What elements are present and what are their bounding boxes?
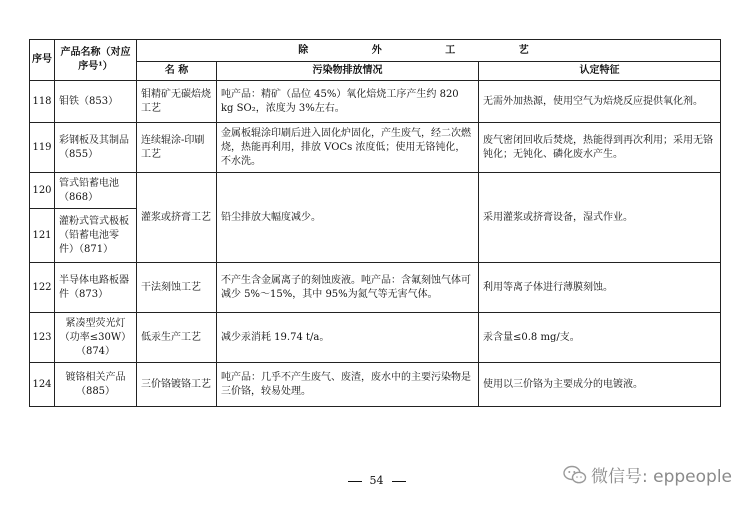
wechat-icon bbox=[563, 465, 587, 485]
pollution-cell: 吨产品：几乎不产生废气、废渣，废水中的主要污染物是三价铬，较易处理。 bbox=[217, 363, 479, 407]
process-group-title: 除 外 工 艺 bbox=[298, 44, 559, 56]
row-number: 121 bbox=[30, 209, 55, 263]
row-number: 122 bbox=[30, 263, 55, 313]
pollution-cell: 吨产品：精矿（品位 45%）氧化焙烧工序产生约 820 kg SO₂，浓度为 3%左右。 bbox=[217, 81, 479, 123]
criteria-cell: 废气密闭回收后焚烧，热能得到再次利用；采用无铬钝化；无钝化、磷化废水产生。 bbox=[479, 123, 721, 173]
product-cell: 镀铬相关产品（885） bbox=[55, 363, 137, 407]
table-row bbox=[30, 81, 721, 123]
criteria-header: 认定特征 bbox=[479, 62, 721, 81]
pollution-cell: 减少汞消耗 19.74 t/a。 bbox=[217, 313, 479, 363]
process-cell: 干法刻蚀工艺 bbox=[137, 263, 217, 313]
table-header-row bbox=[30, 40, 721, 62]
table-row bbox=[30, 173, 721, 209]
process-cell: 连续辊涂-印刷工艺 bbox=[137, 123, 217, 173]
pollution-cell: 金属板辊涂印刷后进入固化炉固化，产生废气，经二次燃烧，热能再利用，排放 VOCs 浓度低；使用无铬钝化，不水洗。 bbox=[217, 123, 479, 173]
table-row bbox=[30, 123, 721, 173]
page-number: 54 bbox=[369, 474, 384, 487]
seq-header: 序号 bbox=[30, 40, 55, 81]
table-row bbox=[30, 313, 721, 363]
product-cell: 管式铅蓄电池（868） bbox=[55, 173, 137, 209]
row-number: 123 bbox=[30, 313, 55, 363]
name-header: 名 称 bbox=[137, 62, 217, 81]
process-table bbox=[29, 39, 721, 407]
pollution-cell: 铅尘排放大幅度减少。 bbox=[217, 173, 479, 263]
product-cell: 钼铁（853） bbox=[55, 81, 137, 123]
wechat-watermark bbox=[563, 462, 732, 487]
process-group-header bbox=[137, 40, 721, 62]
process-cell: 灌浆或挤膏工艺 bbox=[137, 173, 217, 263]
pollution-header: 污染物排放情况 bbox=[217, 62, 479, 81]
table-row bbox=[30, 363, 721, 407]
process-cell: 钼精矿无碳焙烧工艺 bbox=[137, 81, 217, 123]
table-row bbox=[30, 263, 721, 313]
product-header: 产品名称（对应序号¹） bbox=[55, 40, 137, 81]
footer-dash-left bbox=[348, 481, 362, 482]
row-number: 124 bbox=[30, 363, 55, 407]
process-cell: 三价铬镀铬工艺 bbox=[137, 363, 217, 407]
footer-dash-right bbox=[392, 481, 406, 482]
row-number: 120 bbox=[30, 173, 55, 209]
product-cell: 彩钢板及其制品（855） bbox=[55, 123, 137, 173]
criteria-cell: 无需外加热源，使用空气为焙烧反应提供氧化剂。 bbox=[479, 81, 721, 123]
criteria-cell: 利用等离子体进行薄膜刻蚀。 bbox=[479, 263, 721, 313]
criteria-cell: 采用灌浆或挤膏设备，湿式作业。 bbox=[479, 173, 721, 263]
pollution-cell: 不产生含金属离子的刻蚀废液。吨产品：含氟刻蚀气体可减少 5%～15%，其中 95%为氮气等无害气体。 bbox=[217, 263, 479, 313]
row-number: 118 bbox=[30, 81, 55, 123]
criteria-cell: 汞含量≤0.8 mg/支。 bbox=[479, 313, 721, 363]
product-cell: 灌粉式管式极板（铅蓄电池零件）（871） bbox=[55, 209, 137, 263]
product-cell: 紧凑型荧光灯（功率≤30W）（874） bbox=[55, 313, 137, 363]
product-cell: 半导体电路板器件（873） bbox=[55, 263, 137, 313]
row-number: 119 bbox=[30, 123, 55, 173]
criteria-cell: 使用以三价铬为主要成分的电镀液。 bbox=[479, 363, 721, 407]
process-cell: 低汞生产工艺 bbox=[137, 313, 217, 363]
watermark-text: 微信号: eppeople bbox=[591, 467, 733, 487]
